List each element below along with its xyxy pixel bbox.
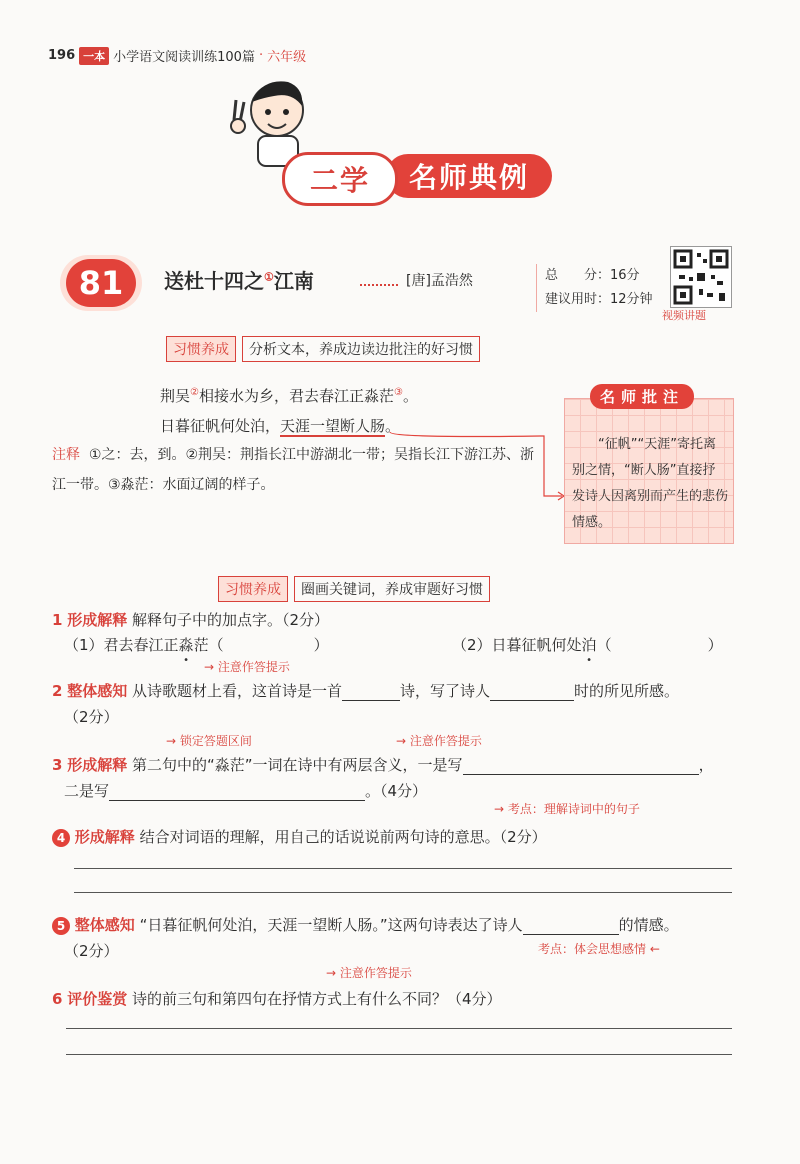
notes-text: ①之：去，到。②荆吴：荆指长江中游湖北一带；吴指长江下游江苏、浙江一带。③淼茫：水面辽阔的样子。	[52, 447, 535, 493]
question-label: 整体感知	[67, 682, 128, 700]
hint-text: 锁定答题区间	[179, 734, 252, 748]
question-5	[52, 914, 679, 935]
question-text: “日暮征帆何处泊，天涯一望断人肠。”这两句诗表达了诗人	[139, 916, 523, 934]
question-2-score: （2分）	[64, 708, 119, 726]
q5-hint: 考点：体会思想感情 ←	[538, 942, 660, 956]
question-text: 结合对词语的理解，用自己的话说说前两句诗的意思。（2分）	[139, 828, 547, 846]
answer-blank[interactable]	[342, 700, 400, 701]
book-title: 小学语文阅读训练100篇	[113, 50, 255, 65]
q4-hint: → 考点：理解诗词中的句子	[494, 802, 640, 816]
q3-hint-2: → 注意作答提示	[396, 734, 482, 748]
poem-text: 日暮征帆何处泊，	[160, 417, 281, 435]
question-label: 形成解释	[67, 756, 128, 774]
qr-label: 视频讲题	[662, 309, 706, 322]
question-text: ）	[313, 636, 329, 654]
grade-label: 六年级	[267, 50, 307, 65]
question-number: 3	[52, 756, 63, 774]
question-label: 评价鉴赏	[67, 990, 128, 1008]
section-banner	[262, 148, 558, 206]
poem-title-footnote: ①	[264, 270, 274, 284]
page-header	[48, 46, 306, 65]
hint-text: 注意作答提示	[409, 734, 482, 748]
question-text: 诗，写了诗人	[400, 682, 491, 700]
dotted-character: 淼	[178, 636, 194, 654]
question-text: 的情感。	[618, 916, 679, 934]
poem-underlined-text: 天涯一望断人肠	[280, 417, 386, 435]
question-5-score: （2分）	[64, 942, 119, 960]
question-text: ）	[707, 636, 723, 654]
footnote-mark: ②	[190, 387, 199, 398]
question-3	[52, 754, 714, 775]
poem-title	[164, 265, 314, 294]
dotted-character: 泊	[581, 636, 597, 654]
banner-right: 名师典例	[386, 154, 552, 198]
question-text: 从诗歌题材上看，这首诗是一首	[132, 682, 343, 700]
question-text: 茫（	[193, 636, 224, 654]
question-text: 第二句中的“淼茫”一词在诗中有两层含义，一是写	[132, 756, 463, 774]
question-2	[52, 680, 679, 701]
question-number: 1	[52, 611, 63, 629]
score-info	[536, 264, 653, 312]
teacher-note-title: 名师批注	[590, 384, 694, 409]
habit-tip-1	[166, 336, 480, 362]
notes-label: 注释	[52, 447, 80, 463]
question-text: （	[596, 636, 612, 654]
question-text: 。（4分）	[365, 782, 428, 800]
annotation-connector	[380, 428, 570, 504]
poem-text: 。	[385, 417, 401, 435]
qr-code[interactable]	[670, 246, 732, 308]
q2-hint: → 注意作答提示	[204, 660, 290, 674]
grade-separator: ·	[258, 48, 264, 63]
answer-blank[interactable]	[109, 800, 365, 801]
poem-title-part2: 江南	[273, 269, 314, 293]
q6-hint: → 注意作答提示	[326, 966, 412, 980]
answer-blank[interactable]	[490, 700, 574, 701]
answer-line[interactable]	[74, 868, 732, 869]
habit-tag: 习惯养成	[218, 576, 288, 602]
habit-text: 分析文本，养成边读边批注的好习惯	[242, 336, 480, 362]
question-number-flame: 5	[52, 917, 70, 935]
footnote-mark: ③	[394, 387, 403, 398]
question-number: 2	[52, 682, 63, 700]
poem-text: 。	[402, 387, 418, 405]
time-label: 建议用时：	[545, 292, 611, 307]
question-number: 6	[52, 990, 63, 1008]
question-text: （1）君去春江正	[64, 636, 179, 654]
lesson-number: 81	[66, 259, 136, 307]
brand-tag: 一本	[79, 47, 109, 65]
habit-text: 圈画关键词，养成审题好习惯	[294, 576, 490, 602]
page-number: 196	[48, 48, 76, 63]
question-label: 形成解释	[74, 828, 135, 846]
title-dotted-leader	[360, 284, 398, 286]
answer-blank[interactable]	[523, 934, 619, 935]
question-text: 时的所见所感。	[574, 682, 680, 700]
score-value: 16分	[610, 268, 640, 283]
q3-hint-1: → 锁定答题区间	[166, 734, 252, 748]
hint-text: 考点：理解诗词中的句子	[507, 802, 640, 816]
question-text: 解释句子中的加点字。（2分）	[132, 611, 330, 629]
question-1-part-2	[452, 634, 723, 655]
poem-text: 荆吴	[160, 387, 191, 405]
habit-tip-2	[218, 576, 490, 602]
score-label: 总 分：	[545, 268, 611, 283]
poem-text: 相接水为乡，君去春江正淼茫	[198, 387, 394, 405]
answer-line[interactable]	[66, 1054, 732, 1055]
habit-tag: 习惯养成	[166, 336, 236, 362]
question-text: 二是写	[64, 782, 110, 800]
question-1	[52, 609, 329, 630]
question-6	[52, 988, 502, 1009]
answer-line[interactable]	[66, 1028, 732, 1029]
poem-line-1	[160, 378, 418, 411]
question-number-flame: 4	[52, 829, 70, 847]
question-3-cont	[64, 780, 427, 801]
time-value: 12分钟	[610, 292, 653, 307]
poem-title-part1: 送杜十四之	[164, 269, 264, 293]
lesson-badge	[60, 255, 142, 311]
teacher-note-text: “征帆”“天涯”寄托离别之情，“断人肠”直接抒发诗人因离别而产生的悲伤情感。	[572, 437, 729, 530]
answer-line[interactable]	[74, 892, 732, 893]
banner-left: 二学	[282, 152, 398, 206]
question-text: 诗的前三句和第四句在抒情方式上有什么不同？（4分）	[132, 990, 502, 1008]
poem-author: [唐]孟浩然	[406, 273, 473, 289]
question-text: （2）日暮征帆何处	[452, 636, 582, 654]
answer-blank[interactable]	[463, 774, 699, 775]
hint-text: 注意作答提示	[339, 966, 412, 980]
question-4	[52, 826, 547, 847]
hint-text: 注意作答提示	[217, 660, 290, 674]
question-label: 整体感知	[74, 916, 135, 934]
question-text: ，	[698, 756, 714, 774]
question-1-part-1	[64, 634, 329, 655]
hint-text: 考点：体会思想感情	[538, 942, 647, 956]
question-label: 形成解释	[67, 611, 128, 629]
